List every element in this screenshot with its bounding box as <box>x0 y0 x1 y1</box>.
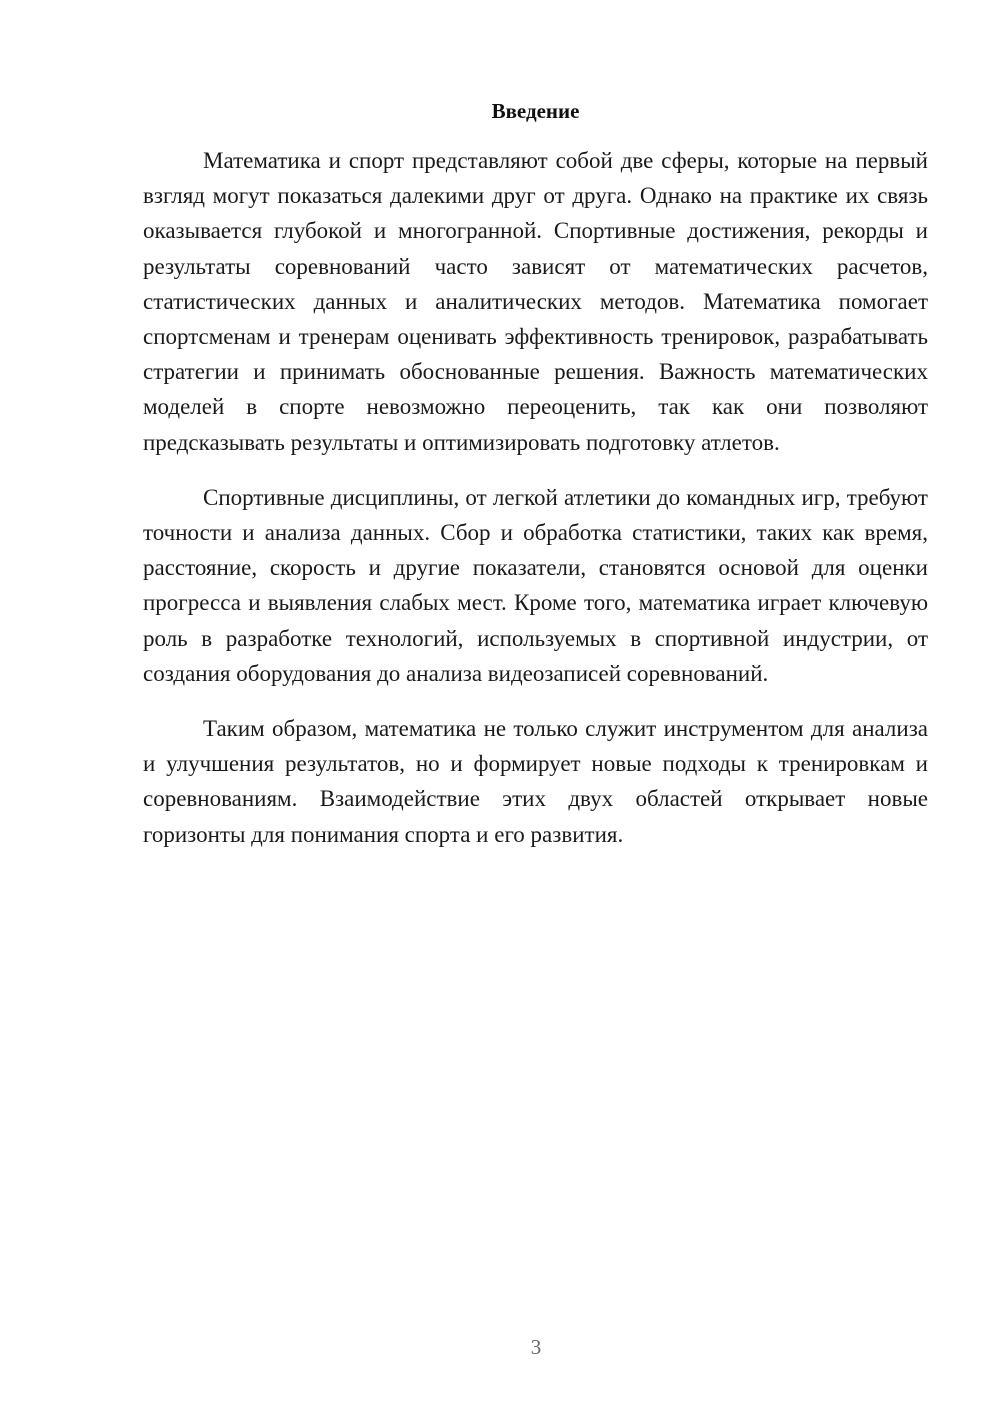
page-number: 3 <box>530 1335 542 1359</box>
paragraph-1: Математика и спорт представляют собой две сферы, которые на первый взгляд могут показаться далекими друг от друга. Однако на практике их связь оказывается глубокой и многогранной. Спортивные достижения, рекорды и результаты соревнований часто зависят от математических расчетов, статистических данных и аналитических методов. Математика помогает спортсменам и тренерам оценивать эффективность тренировок, разрабатывать стратегии и принимать обоснованные решения. Важность математических моделей в спорте невозможно переоценить, так как они позволяют предсказывать результаты и оптимизировать подготовку атлетов. <box>143 148 928 455</box>
paragraph-2: Спортивные дисциплины, от легкой атлетики до командных игр, требуют точности и анализа данных. Сбор и обработка статистики, таких как время, расстояние, скорость и другие показатели, становятся основой для оценки прогресса и выявления слабых мест. Кроме того, математика играет ключевую роль в разработке технологий, используемых в спортивной индустрии, от создания оборудования до анализа видеозаписей соревнований. <box>143 484 928 686</box>
paragraph-3: Таким образом, математика не только служит инструментом для анализа и улучшения результатов, но и формирует новые подходы к тренировкам и соревнованиям. Взаимодействие этих двух областей открывает новые горизонты для понимания спорта и его развития. <box>143 716 928 847</box>
page-title: Введение <box>491 99 580 123</box>
document-body <box>143 143 928 872</box>
